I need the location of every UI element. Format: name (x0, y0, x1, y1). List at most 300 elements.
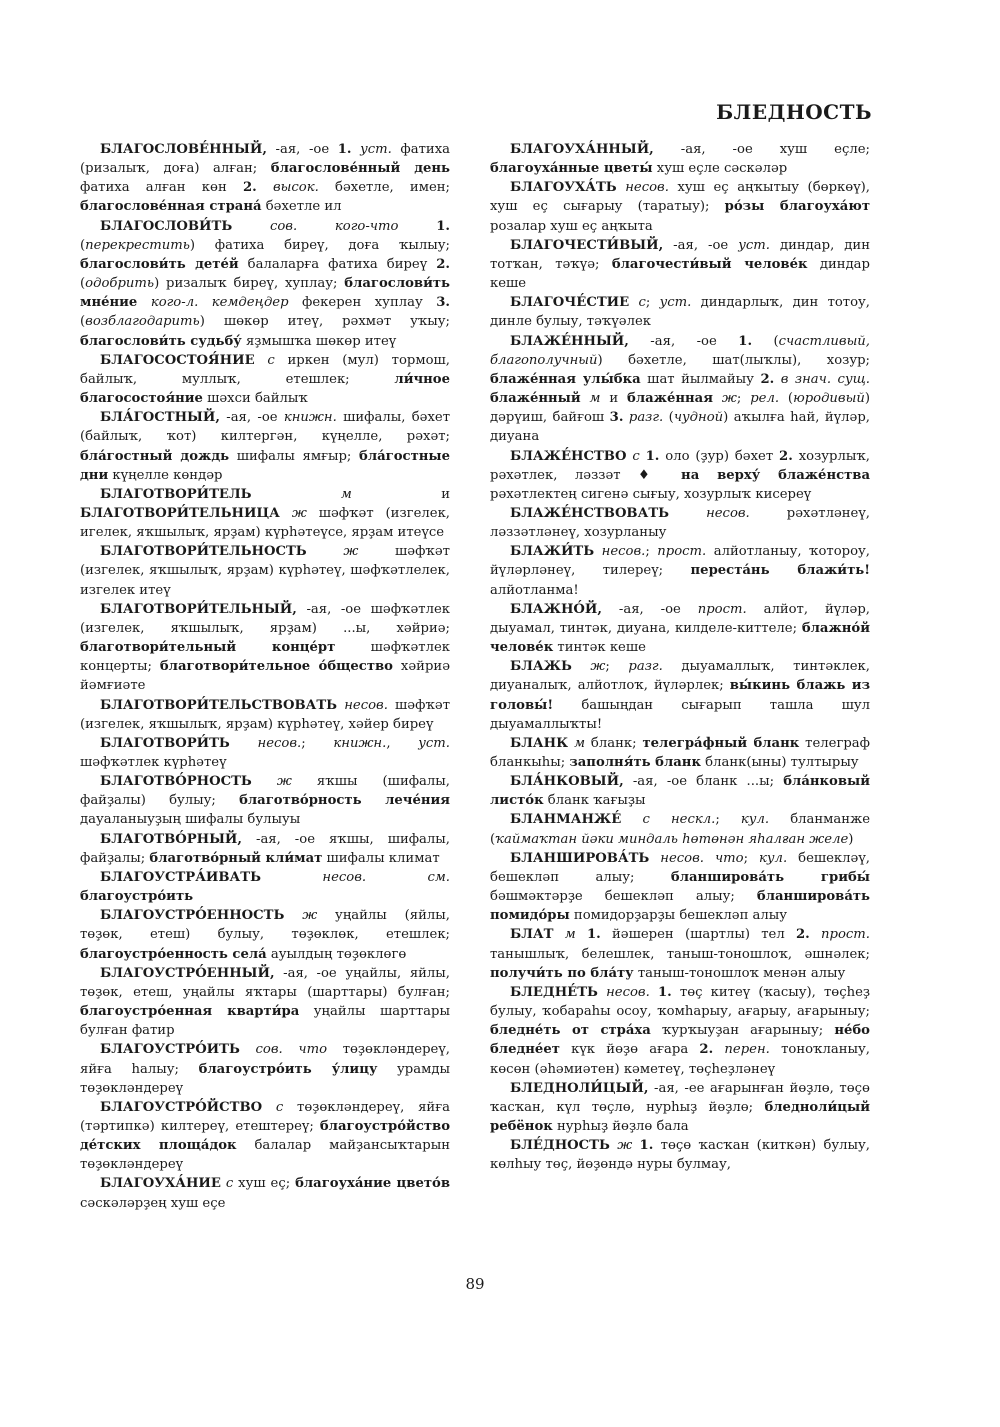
right-column (490, 140, 870, 1174)
grammar-label: ж (590, 659, 606, 675)
definition-text: хуш еҫ аңҡытыу (бөркөү), хуш еҫ сығарыу (таратыу); (490, 180, 870, 215)
headword: БЛАГОУСТРО́ЕННЫЙ, (100, 965, 275, 981)
definition-text: и (600, 391, 628, 407)
definition-text: төҫө ҡасҡан (киткән) булыу, көлһыу төҫ, йөҙөндә нуры булмау, (490, 1138, 870, 1173)
example-phrase: 2. (760, 371, 775, 387)
example-phrase: не́бо бледне́ет (490, 1023, 870, 1058)
example-phrase: благослови́ть дете́й (80, 256, 239, 272)
definition-text: диндарлыҡ, дин тотоу, динле булыу, тәҡүәлек (490, 295, 870, 330)
definition-text: яҙмышҡа шөкөр итеү (241, 333, 397, 349)
definition-text (284, 908, 302, 923)
definition-text (649, 851, 660, 866)
definition-text: ) (848, 831, 854, 847)
definition-text: -ая, -ее ағарынған йөҙлө, төҫө ҡасҡан, күл төҫлө, нурһыҙ йөҙлө; (490, 1080, 870, 1115)
dictionary-entry (490, 849, 870, 926)
dictionary-entry (80, 1098, 450, 1175)
example-phrase: 1. (657, 984, 672, 1000)
headword: БЛАГОСЛОВЕ́ННЫЙ, (100, 142, 267, 157)
dictionary-entry (80, 906, 450, 963)
definition-text: -ая, -ое (663, 237, 739, 253)
example-phrase: ли́чное благосостоя́ние (80, 371, 450, 407)
grammar-label: несов. (625, 180, 669, 196)
headword: БЛАГОУХА́ННЫЙ, (510, 142, 654, 157)
example-phrase: благоустро́енная кварти́ра (80, 1004, 300, 1020)
grammar-label: несов. (257, 735, 302, 751)
dictionary-entry (80, 485, 450, 542)
definition-text (252, 487, 341, 502)
definition-text: -ая, -ое шәфҡәтлек (изгелек, яҡшылыҡ, ярҙам) ...ы, хәйриә; (80, 601, 450, 636)
headword: БЛАГОУСТРА́ИВАТЬ (100, 869, 261, 885)
definition-text: -ая, -ое бланк ...ы; (623, 774, 784, 790)
definition-text (352, 142, 361, 157)
example-phrase: бла́нковый листо́к (490, 774, 870, 809)
definition-text: тинтәк кеше (553, 640, 646, 656)
example-phrase: 1. (738, 333, 753, 349)
definition-text (581, 391, 590, 406)
definition-text: бланк; (585, 735, 643, 751)
definition-text (713, 391, 722, 406)
example-phrase: благотвори́тельный конце́рт (80, 640, 336, 656)
grammar-label: м (564, 927, 576, 943)
dictionary-entry (490, 1079, 870, 1136)
grammar-label: прост. (657, 544, 707, 560)
dictionary-entry (490, 236, 870, 293)
headword: БЛАЖНО́Й, (510, 601, 602, 617)
example-phrase: 2. (436, 256, 450, 272)
dictionary-entry (490, 600, 870, 657)
definition-text (252, 774, 277, 789)
headword: БЛАГОУСТРО́ЕННОСТЬ (100, 908, 285, 924)
definition-text: йәшерен (шартлы) тел (600, 927, 796, 943)
definition-text (621, 812, 642, 827)
headword: БЛАГОУХА́ТЬ (510, 180, 617, 196)
example-phrase: 2. (699, 1042, 714, 1058)
example-phrase: переста́нь блажи́ть! (690, 563, 870, 579)
definition-text (257, 180, 273, 195)
example-phrase: бла́гостные дни (80, 448, 451, 483)
definition-text: ауылдың төҙөклөгө (266, 946, 407, 962)
example-phrase: благоустро́ить у́лицу (198, 1061, 378, 1077)
definition-text: ( (80, 314, 86, 330)
dictionary-entry (80, 217, 450, 351)
definition-text (230, 736, 258, 751)
definition-text: ; (715, 812, 741, 828)
example-phrase: телегра́фный бланк (642, 735, 800, 751)
dictionary-entry (80, 542, 450, 599)
definition-text: хуш еҫ; (233, 1176, 296, 1192)
headword: БЛЕДНЕ́ТЬ (510, 984, 598, 1000)
definition-text (280, 506, 292, 521)
definition-text: нурһыҙ йөҙлө бала (552, 1118, 689, 1134)
dictionary-entry (490, 810, 870, 848)
grammar-label: ҡаймаҡтан йәки миндаль һөтөнән яһалған желе (495, 831, 849, 847)
grammar-label: юродивый (793, 391, 865, 407)
definition-text: шат йылмайыу (640, 371, 761, 387)
grammar-label: уст. (659, 295, 692, 311)
definition-text: фатиха алған көн (80, 180, 243, 196)
example-phrase: получи́ть по бла́ту (490, 965, 634, 981)
definition-text (632, 1138, 639, 1153)
example-phrase: заполня́ть бланк (569, 755, 701, 770)
definition-text: помидорҙарҙы бешекләп алыу (569, 908, 788, 924)
left-column (80, 140, 450, 1213)
grammar-label: прост. (821, 927, 870, 943)
headword: БЛА́НКОВЫЙ, (510, 774, 624, 790)
definition-text (137, 295, 151, 310)
definition-text (594, 544, 602, 559)
headword: БЛА́ГОСТНЫЙ, (100, 410, 220, 426)
grammar-label: уст. (418, 735, 450, 751)
definition-text: алйот, йүләр, дыуамал, тинтәк, диуана, килделе-киттеле; (490, 601, 870, 636)
dictionary-entry (80, 140, 450, 217)
definition-text: ; (645, 544, 658, 560)
dictionary-entry (490, 772, 870, 810)
definition-text: -ая, -ое (266, 142, 338, 157)
definition-text: таныш-тоношлоҡ менән алыу (633, 965, 846, 981)
grammar-label: высок. (273, 180, 319, 196)
grammar-label: кул. (759, 850, 788, 866)
headword: БЛАГОУСТРО́ЙСТВО (100, 1099, 263, 1115)
definition-text: -ая, -ое (219, 410, 284, 426)
example-phrase: блаже́нная улы́бка (490, 371, 641, 387)
headword: БЛАГОТВОРИ́ТЕЛЬ (100, 486, 252, 502)
example-phrase: благотво́рный кли́мат (149, 850, 323, 866)
definition-text: ; (605, 659, 629, 675)
definition-text: дауаланыуҙың шифалы булыуы (80, 812, 301, 828)
definition-text: бәхетле, имен; (318, 180, 450, 196)
definition-text: яҡшы (шифалы, файҙалы) булыу; (80, 774, 450, 809)
definition-text: бланк(ыны) тултырыу (700, 755, 859, 770)
example-phrase: 1. (586, 927, 601, 943)
headword: БЛАЖЕ́НСТВОВАТЬ (510, 505, 670, 521)
dictionary-entry (490, 504, 870, 542)
definition-text: ) бәхетле, шат(лыҡлы), хозур; (597, 352, 870, 368)
definition-text: ) ризалыҡ биреү, хуплау; (154, 276, 345, 292)
headword: БЛАЖЕ́ННЫЙ, (510, 333, 629, 349)
headword: БЛАЖЕ́НСТВО (510, 448, 627, 464)
dictionary-entry (80, 408, 450, 485)
definition-text (307, 544, 344, 559)
definition-text: ( (663, 410, 674, 426)
headword: БЛАТ (510, 927, 554, 943)
definition-text: төҙөкләндереү, яйға һалыу; (80, 1042, 450, 1077)
definition-text: бәшмәктәрҙе бешекләп алыу; (490, 889, 757, 905)
example-phrase: бланширова́ть помидо́ры (490, 889, 870, 924)
dictionary-entry (490, 140, 870, 178)
definition-text (617, 180, 626, 195)
dictionary-entry (490, 332, 870, 447)
dictionary-entry (80, 696, 450, 734)
dictionary-entry (80, 964, 450, 1041)
definition-text (261, 870, 322, 885)
definition-text: шифалы климат (322, 850, 440, 866)
grammar-label: с (632, 448, 640, 464)
definition-text (650, 985, 658, 1000)
example-phrase: благослове́нная страна́ (80, 199, 262, 215)
dictionary-entry (80, 772, 450, 829)
example-phrase: 1. (645, 448, 660, 464)
grammar-label: с нескл. (642, 812, 716, 828)
grammar-label: ж (343, 544, 359, 560)
grammar-label: возблагодарить (85, 314, 200, 330)
definition-text: бланманже ( (490, 812, 871, 847)
example-phrase: благоуха́нные цветы́ (490, 161, 653, 177)
dictionary-entry (80, 830, 450, 868)
definition-text: и (351, 486, 450, 502)
example-phrase: 1. (436, 218, 450, 234)
example-phrase: 1. (337, 142, 352, 157)
example-phrase: бледне́ть от стра́ха (490, 1023, 651, 1039)
grammar-label: перекрестить (85, 237, 190, 253)
headword: БЛАГОУХА́НИЕ (100, 1176, 221, 1192)
example-phrase: вы́кинь блажь из головы́! (490, 678, 871, 713)
definition-text: фатиха (ризалыҡ, доға) алған; (80, 142, 450, 177)
definition-text: фекерен хуплау (288, 295, 437, 311)
grammar-label: книжн. (333, 735, 387, 751)
dictionary-entry (490, 293, 870, 331)
grammar-label: м (574, 735, 585, 751)
headword: БЛАГОТВО́РНОСТЬ (100, 774, 252, 790)
definition-text: шифалы ямғыр; (229, 448, 360, 464)
example-phrase: 1. (639, 1138, 654, 1154)
definition-text (810, 927, 821, 942)
grammar-label: с (225, 1176, 234, 1192)
example-phrase: бла́гостный дождь (80, 448, 230, 464)
definition-text (598, 985, 606, 1000)
example-phrase: 2. (243, 180, 257, 196)
example-phrase: 3. (436, 295, 450, 311)
definition-text: -ая, -ое уңайлы, яйлы, төҙөк, етеш, уңайлы яҡтары (шарттары) булған; (80, 965, 450, 1000)
definition-text: ) аҡылға һай, йүләр, диуана (490, 410, 870, 445)
definition-text: телеграф бланкыһы; (490, 735, 870, 770)
definition-text: ) шөкөр итеү, рәхмәт уҡыу; (199, 314, 450, 330)
definition-text: тоноҡланыу, көсөн (әһәмиәтен) кәметеү, төҫһеҙләнеү (490, 1042, 870, 1077)
definition-text (553, 927, 564, 942)
definition-text (232, 219, 270, 234)
definition-text: рәхәтлектең сигенә сығыу, хозурлыҡ кисереү (490, 486, 812, 502)
example-phrase: благоустро́енность села́ (80, 946, 267, 962)
page-number: 89 (465, 1275, 485, 1293)
definition-text: -ая, -ое (601, 601, 698, 617)
grammar-label: несов. (601, 544, 646, 560)
definition-text: бәхетле ил (261, 199, 342, 215)
grammar-label: рел. (750, 391, 780, 407)
headword: БЛАГОТВОРИ́ТЕЛЬНОСТЬ (100, 544, 307, 560)
definition-text (398, 219, 436, 234)
headword: БЛАГОТВОРИ́ТЬ (100, 735, 230, 751)
example-phrase: бланширова́ть грибы́ (670, 869, 870, 885)
dictionary-entry (490, 734, 870, 772)
grammar-label: разг. (628, 410, 664, 426)
definition-text: ; (645, 295, 660, 311)
dictionary-entry (490, 1136, 870, 1174)
dictionary-entry (490, 983, 870, 1079)
definition-text: бешекләү, бешекләп алыу; (490, 850, 870, 885)
grammar-label: чудной (673, 410, 724, 426)
definition-text: алйотланыу, ҡотороу, йүләрләнеү, тилереү; (490, 544, 870, 579)
definition-text: , (386, 735, 419, 751)
definition-text: диндар, дин тотҡан, тәҡүә; (490, 237, 870, 272)
headword: БЛАГОЧЕ́СТИЕ (510, 295, 630, 311)
definition-text (262, 1100, 276, 1115)
grammar-label: с (267, 352, 275, 368)
example-phrase: благослове́нный день (270, 161, 451, 177)
definition-text: башыңдан сығарып ташла шул дыуамаллыҡты! (490, 697, 870, 732)
definition-text: балаларға фатиха биреү (238, 256, 437, 272)
definition-text (572, 659, 591, 674)
definition-text: хуш еҫле сәскәләр (652, 161, 788, 177)
example-phrase: БЛАГОТВОРИ́ТЕЛЬНИЦА (80, 505, 280, 521)
definition-text: танышлыҡ, белешлек, таныш-тоношлоҡ, әшнәлек; (490, 946, 870, 962)
grammar-label: уст. (738, 237, 770, 253)
dictionary-entry (80, 734, 450, 772)
grammar-label: ж (617, 1138, 633, 1154)
example-phrase: блажно́й челове́к (490, 620, 870, 656)
definition-text: шәфҡәтлек күрһәтеү (80, 755, 227, 770)
definition-text: шәхси байлыҡ (202, 391, 308, 407)
grammar-label: с (275, 1099, 284, 1115)
definition-text: оло (ҙур) бәхет (659, 448, 780, 464)
headword: БЛЕ́ДНОСТЬ (510, 1138, 610, 1154)
grammar-label: с (638, 295, 646, 311)
definition-text: диндар кеше (490, 256, 870, 292)
definition-text: рәхәтләнеү, ләззәтләнеү, хозурланыу (490, 505, 870, 541)
grammar-label: м (589, 391, 601, 407)
example-phrase: благотво́рность лече́ния (239, 793, 451, 809)
headword: БЛАЖИ́ТЬ (510, 544, 595, 560)
dictionary-entry (490, 657, 870, 734)
definition-text: күңелле көндәр (108, 467, 223, 483)
definition-text: -ая, -ое хуш еҫле; (653, 142, 870, 157)
headword: БЛАНМАНЖЕ́ (510, 812, 622, 828)
definition-text (576, 927, 587, 942)
example-phrase: благослови́ть мне́ние (80, 276, 450, 311)
dictionary-entry (80, 1040, 450, 1097)
grammar-label: кого-л. кемдеңдер (150, 295, 289, 311)
definition-text: төҫ китеү (ҡасыу), төҫһеҙ булыу, ҡобараһы осоу, ҡомһарыу, ағарыу, ағарыныу; (490, 984, 871, 1020)
definition-text: уңайлы (яйлы, төҙөк, етеш) булыу, төҙөклөк, етешлек; (80, 908, 450, 943)
grammar-label: прост. (697, 601, 747, 617)
example-phrase: ♦ на верху́ блаже́нства (638, 467, 871, 483)
definition-text: иркен (мул) тормош, байлыҡ, муллыҡ, етешлек; (80, 352, 450, 387)
definition-text: сәскәләрҙең хуш еҫе (80, 1195, 226, 1211)
grammar-label: ж (291, 505, 307, 521)
grammar-label: несов. (344, 697, 388, 713)
definition-text: ; (743, 850, 760, 866)
definition-text: урамды төҙөкләндереү (80, 1061, 450, 1096)
definition-text: ( (752, 333, 779, 349)
grammar-label: счастливый, благополучный (490, 333, 870, 368)
headword: БЛЕДНОЛИ́ЦЫЙ, (510, 1080, 649, 1096)
headword: БЛАГОТВОРИ́ТЕЛЬСТВОВАТЬ (100, 697, 338, 713)
definition-text: күк йөҙө ағара (559, 1042, 700, 1058)
definition-text: ( (779, 391, 794, 407)
example-phrase: благослови́ть судьбу́ (80, 333, 242, 349)
definition-text: төҙөкләндереү, яйға (тәртипкә) килтереү, етештереү; (80, 1099, 450, 1134)
dictionary-entry (490, 178, 870, 235)
grammar-label: сов. кого-что (269, 218, 399, 234)
definition-text: -ая, -ое (628, 333, 739, 349)
example-phrase: благоустро́йство де́тских площа́док (80, 1118, 450, 1154)
headword: БЛАНК (510, 735, 569, 751)
dictionary-entry (490, 447, 870, 504)
example-phrase: 3. (609, 410, 624, 426)
grammar-label: ж (276, 774, 292, 790)
grammar-label: несов. см. (322, 869, 450, 885)
definition-text: ( (80, 237, 86, 253)
dictionary-entry (490, 925, 870, 982)
definition-text (713, 1042, 724, 1057)
grammar-label: несов. (606, 984, 650, 1000)
headword: БЛАГОСЛОВИ́ТЬ (100, 218, 233, 234)
definition-text: хәйриә йәмғиәте (80, 659, 450, 694)
grammar-label: кул. (740, 812, 770, 828)
definition-text: шифалы, бәхет (байлыҡ, ҡот) килтергән, күңелле, рәхәт; (80, 410, 450, 445)
definition-text: шәфҡәт (изгелек, игелек, яҡшылыҡ, ярҙам) күрһәтеүсе, ярҙам итеүсе (80, 505, 450, 541)
definition-text: балалар майҙансыҡтарын төҙөкләндереү (80, 1138, 451, 1173)
definition-text (240, 1042, 256, 1057)
example-phrase: 2. (779, 448, 793, 464)
dictionary-entry (80, 351, 450, 408)
definition-text (255, 353, 268, 368)
grammar-label: книжн. (283, 410, 337, 426)
definition-text: ( (80, 276, 86, 292)
dictionary-entry (490, 542, 870, 599)
example-phrase: блаже́нная (627, 391, 713, 407)
headword: БЛАГОТВО́РНЫЙ, (100, 831, 242, 847)
example-phrase: благоуха́ние цвето́в (295, 1176, 450, 1192)
example-phrase: благочести́вый челове́к (611, 256, 808, 272)
example-phrase: бледноли́цый ребёнок (490, 1099, 870, 1134)
definition-text: ҡурҡыуҙан ағарыныу; (650, 1023, 835, 1039)
definition-text: хозурлыҡ, рәхәтлек, ләззәт (490, 448, 871, 483)
headword: БЛАГОЧЕСТИ́ВЫЙ, (510, 237, 664, 253)
example-phrase: ро́зы благоуха́ют (724, 199, 870, 215)
grammar-label: несов. что (660, 850, 744, 866)
grammar-label: ж (302, 908, 318, 924)
definition-text: шәфҡәт (изгелек, яҡшылыҡ, ярҙам) күрһәтеү, шәфҡәтлелек, изгелек итеү (80, 544, 450, 598)
grammar-label: разг. (628, 659, 663, 675)
example-phrase: 2. (795, 927, 810, 943)
definition-text: ; (736, 391, 751, 407)
definition-text: шәфҡәтлек концерты; (80, 640, 451, 675)
grammar-label: несов. (706, 505, 750, 521)
running-head: БЛЕДНОСТЬ (716, 100, 872, 124)
dictionary-entry (80, 600, 450, 696)
definition-text: алйотланма! (490, 582, 579, 598)
example-phrase: блаже́нный (490, 391, 581, 407)
example-phrase: благотвори́тельное о́бщество (159, 659, 393, 675)
headword: БЛАГОУСТРО́ИТЬ (100, 1042, 240, 1058)
definition-text: шәфҡәт (изгелек, яҡшылыҡ, ярҙам) күрһәтеү, хәйер биреү (80, 697, 450, 732)
grammar-label: одобрить (85, 276, 155, 292)
definition-text: бланк ҡағыҙы (543, 793, 646, 809)
grammar-label: ж (721, 391, 737, 407)
grammar-label: перен. (724, 1042, 770, 1058)
definition-text: -ая, -ое яҡшы, шифалы, файҙалы; (80, 831, 450, 866)
grammar-label: в знач. сущ. (780, 371, 870, 387)
definition-text: розалар хуш еҫ аңҡыта (490, 218, 653, 234)
grammar-label: уст. (360, 142, 392, 157)
grammar-label: сов. что (255, 1042, 328, 1058)
definition-text: ) дәрүиш, байғош (490, 391, 870, 426)
definition-text: уңайлы шарттары булған фатир (80, 1004, 450, 1039)
definition-text: дыуамаллыҡ, тинтәклек, диуаналыҡ, алйотлоҡ, йүләрлек; (490, 659, 870, 694)
definition-text: ; (301, 735, 334, 751)
example-phrase: благоустро́ить (80, 889, 194, 905)
definition-text: ) фатиха биреү, доға ҡылыу; (189, 237, 450, 253)
headword: БЛАГОСОСТОЯ́НИЕ (100, 352, 255, 368)
